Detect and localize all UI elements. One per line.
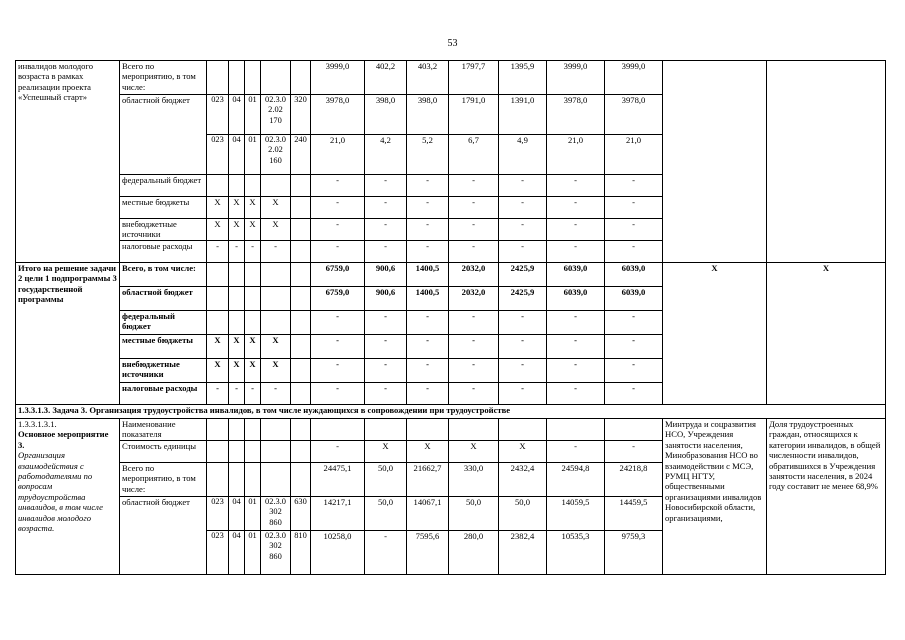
row-label: областной бюджет	[120, 95, 207, 175]
value-cell: -	[547, 441, 605, 463]
value-cell: -	[605, 241, 663, 263]
code-cell-vr: 630	[291, 497, 311, 531]
row-label: Стоимость единицы	[120, 441, 207, 463]
value-cell: -	[407, 175, 449, 197]
empty-cell	[407, 419, 449, 441]
value-cell: -	[311, 311, 365, 335]
code-cell-p: 01	[245, 497, 261, 531]
empty-cell	[229, 287, 245, 311]
value-cell: 6039,0	[547, 263, 605, 287]
value-cell: 6039,0	[605, 263, 663, 287]
empty-cell	[291, 463, 311, 497]
code-cell-p: 01	[245, 135, 261, 175]
empty-cell	[291, 441, 311, 463]
empty-cell	[245, 263, 261, 287]
value-cell: 402,2	[365, 61, 407, 95]
value-cell: -	[407, 219, 449, 241]
row-label: налоговые расходы	[120, 383, 207, 405]
table-row	[16, 405, 886, 419]
code-cell-s: 04	[229, 497, 245, 531]
empty-cell	[605, 419, 663, 441]
value-cell: 3999,0	[311, 61, 365, 95]
value-cell: 14459,5	[605, 497, 663, 531]
x-mark: X	[245, 219, 261, 241]
empty-cell	[261, 175, 291, 197]
empty-cell	[291, 219, 311, 241]
empty-cell	[291, 263, 311, 287]
value-cell: -	[499, 175, 547, 197]
value-cell: -	[449, 359, 499, 383]
value-cell: -	[499, 359, 547, 383]
code-cell-g: 023	[207, 531, 229, 575]
value-cell: 4,9	[499, 135, 547, 175]
x-mark: X	[207, 219, 229, 241]
value-cell: -	[449, 311, 499, 335]
empty-cell	[245, 175, 261, 197]
value-cell: 24218,8	[605, 463, 663, 497]
value-cell: 330,0	[449, 463, 499, 497]
value-cell: -	[407, 335, 449, 359]
value-cell: 1791,0	[449, 95, 499, 135]
code-cell-cs: 02.3.02.02 170	[261, 95, 291, 135]
value-cell: -	[407, 197, 449, 219]
value-cell: 280,0	[449, 531, 499, 575]
value-cell: 403,2	[407, 61, 449, 95]
empty-cell	[245, 61, 261, 95]
value-cell: -	[311, 219, 365, 241]
empty-cell	[245, 419, 261, 441]
value-cell: -	[547, 241, 605, 263]
code-cell-p: 01	[245, 95, 261, 135]
budget-table	[15, 60, 886, 575]
value-cell: -	[407, 383, 449, 405]
value-cell: -	[547, 311, 605, 335]
code-cell-s: 04	[229, 531, 245, 575]
row-label: Всего по мероприятию, в том числе:	[120, 463, 207, 497]
empty-cell	[245, 463, 261, 497]
value-cell: -	[311, 335, 365, 359]
dash-mark: -	[229, 383, 245, 405]
value-cell: 3978,0	[311, 95, 365, 135]
empty-cell	[207, 463, 229, 497]
value-cell: 3999,0	[605, 61, 663, 95]
empty-cell	[229, 441, 245, 463]
dash-mark: -	[207, 383, 229, 405]
empty-cell	[291, 335, 311, 359]
empty-cell	[291, 197, 311, 219]
value-cell: -	[605, 219, 663, 241]
value-cell: 50,0	[365, 463, 407, 497]
value-cell: -	[365, 531, 407, 575]
empty-cell	[245, 311, 261, 335]
value-cell: 6759,0	[311, 263, 365, 287]
value-cell: -	[547, 335, 605, 359]
empty-cell	[229, 463, 245, 497]
value-cell: -	[449, 335, 499, 359]
row-label: налоговые расходы	[120, 241, 207, 263]
value-cell: -	[499, 383, 547, 405]
value-cell: 6039,0	[605, 287, 663, 311]
value-cell: 1400,5	[407, 263, 449, 287]
row-label: Наименование показателя	[120, 419, 207, 441]
value-cell: 21,0	[547, 135, 605, 175]
value-cell: 5,2	[407, 135, 449, 175]
value-cell: -	[365, 359, 407, 383]
x-mark: X	[245, 335, 261, 359]
empty-cell	[245, 441, 261, 463]
value-cell: 14067,1	[407, 497, 449, 531]
dash-mark: -	[261, 241, 291, 263]
empty-cell	[207, 441, 229, 463]
code-cell-g: 023	[207, 95, 229, 135]
empty-cell	[291, 241, 311, 263]
value-cell: 1400,5	[407, 287, 449, 311]
value-cell: 2425,9	[499, 287, 547, 311]
section-title: 1.3.3.1.3. Задача 3. Организация трудоустройства инвалидов, в том числе нуждающихся в сопровождении при трудоустройстве	[16, 405, 886, 419]
value-cell: -	[365, 175, 407, 197]
empty-cell	[207, 419, 229, 441]
x-mark: X	[261, 359, 291, 383]
row-label: федеральный бюджет	[120, 175, 207, 197]
code-cell-g: 023	[207, 497, 229, 531]
empty-cell	[261, 61, 291, 95]
result-cell	[767, 61, 886, 263]
empty-cell	[261, 287, 291, 311]
dash-mark: -	[245, 241, 261, 263]
value-cell: -	[499, 241, 547, 263]
code-cell-s: 04	[229, 135, 245, 175]
table-row	[16, 61, 886, 95]
x-mark: X	[245, 359, 261, 383]
block-name: инвалидов молодого возраста в рамках реализации проекта «Успешный старт»	[16, 61, 120, 263]
x-mark: X	[261, 197, 291, 219]
value-cell: 398,0	[365, 95, 407, 135]
value-cell: 398,0	[407, 95, 449, 135]
row-label: областной бюджет	[120, 497, 207, 575]
code-cell-cs: 02.3.02.02 160	[261, 135, 291, 175]
value-cell: X	[365, 441, 407, 463]
empty-cell	[311, 419, 365, 441]
code-cell-s: 04	[229, 95, 245, 135]
value-cell: -	[547, 175, 605, 197]
empty-cell	[365, 419, 407, 441]
value-cell: X	[449, 441, 499, 463]
value-cell: -	[365, 197, 407, 219]
row-label: областной бюджет	[120, 287, 207, 311]
value-cell: 1391,0	[499, 95, 547, 135]
value-cell: -	[499, 311, 547, 335]
value-cell: -	[449, 383, 499, 405]
value-cell: 50,0	[365, 497, 407, 531]
code-cell-p: 01	[245, 531, 261, 575]
empty-cell	[229, 419, 245, 441]
value-cell: -	[499, 335, 547, 359]
value-cell: 6759,0	[311, 287, 365, 311]
code-cell-cs: 02.3.0302 860	[261, 497, 291, 531]
code-cell-vr: 320	[291, 95, 311, 135]
table-row	[16, 419, 886, 441]
value-cell: 2425,9	[499, 263, 547, 287]
value-cell: -	[311, 197, 365, 219]
empty-cell	[229, 311, 245, 335]
empty-cell	[229, 175, 245, 197]
value-cell: 10258,0	[311, 531, 365, 575]
value-cell: -	[605, 311, 663, 335]
value-cell: -	[449, 197, 499, 219]
empty-cell	[229, 61, 245, 95]
x-mark: X	[207, 197, 229, 219]
executor-cell	[663, 61, 767, 263]
dash-mark: -	[207, 241, 229, 263]
value-cell: 2432,4	[499, 463, 547, 497]
value-cell: -	[449, 241, 499, 263]
empty-cell	[207, 263, 229, 287]
value-cell: -	[407, 241, 449, 263]
value-cell: 6039,0	[547, 287, 605, 311]
value-cell: 50,0	[449, 497, 499, 531]
x-mark: X	[229, 335, 245, 359]
x-mark: X	[261, 335, 291, 359]
value-cell: 1395,9	[499, 61, 547, 95]
value-cell: -	[365, 219, 407, 241]
x-mark: X	[229, 219, 245, 241]
value-cell: -	[365, 241, 407, 263]
value-cell: -	[365, 335, 407, 359]
value-cell: -	[605, 335, 663, 359]
x-mark: X	[245, 197, 261, 219]
empty-cell	[291, 383, 311, 405]
x-mark: X	[261, 219, 291, 241]
value-cell: 900,6	[365, 263, 407, 287]
value-cell: 21,0	[605, 135, 663, 175]
empty-cell	[261, 311, 291, 335]
empty-cell	[261, 441, 291, 463]
value-cell: 6,7	[449, 135, 499, 175]
value-cell: 2032,0	[449, 263, 499, 287]
x-mark: X	[663, 263, 767, 405]
value-cell: -	[449, 219, 499, 241]
dash-mark: -	[245, 383, 261, 405]
value-cell: -	[499, 197, 547, 219]
row-label: внебюджетные источники	[120, 359, 207, 383]
value-cell: 24594,8	[547, 463, 605, 497]
code-cell-vr: 240	[291, 135, 311, 175]
value-cell: -	[547, 197, 605, 219]
measure-text: Организация взаимодействия с работодателями по вопросам трудоустройства инвалидов, в том числе инвалидов молодого возраста.	[18, 450, 103, 534]
empty-cell	[291, 175, 311, 197]
value-cell: -	[365, 311, 407, 335]
empty-cell	[207, 61, 229, 95]
empty-cell	[499, 419, 547, 441]
value-cell: 3999,0	[547, 61, 605, 95]
value-cell: -	[311, 441, 365, 463]
empty-cell	[245, 287, 261, 311]
row-label: местные бюджеты	[120, 197, 207, 219]
dash-mark: -	[261, 383, 291, 405]
value-cell: 2032,0	[449, 287, 499, 311]
measure-title: Основное мероприятие 3.	[18, 429, 109, 450]
result-cell: Доля трудоустроенных граждан, относящихся к категории инвалидов, в общей численности инвалидов, обратившихся в Учреждения занятости населения, в 2024 году составит не менее 68,9%	[767, 419, 886, 575]
value-cell: 7595,6	[407, 531, 449, 575]
dash-mark: -	[229, 241, 245, 263]
row-label: местные бюджеты	[120, 335, 207, 359]
x-mark: X	[229, 197, 245, 219]
empty-cell	[261, 263, 291, 287]
value-cell: 3978,0	[547, 95, 605, 135]
empty-cell	[547, 419, 605, 441]
value-cell: -	[605, 197, 663, 219]
value-cell: 50,0	[499, 497, 547, 531]
row-label: Всего по мероприятию, в том числе:	[120, 61, 207, 95]
empty-cell	[207, 287, 229, 311]
total-block-name: Итого на решение задачи 2 цели 1 подпрограммы 3 государственной программы	[16, 263, 120, 405]
value-cell: X	[499, 441, 547, 463]
measure-description	[16, 419, 120, 575]
value-cell: -	[311, 383, 365, 405]
value-cell: 24475,1	[311, 463, 365, 497]
value-cell: -	[365, 383, 407, 405]
value-cell: -	[499, 219, 547, 241]
value-cell: 1797,7	[449, 61, 499, 95]
value-cell: 21662,7	[407, 463, 449, 497]
value-cell: 3978,0	[605, 95, 663, 135]
value-cell: -	[605, 175, 663, 197]
value-cell: -	[449, 175, 499, 197]
empty-cell	[449, 419, 499, 441]
value-cell: 9759,3	[605, 531, 663, 575]
value-cell: 4,2	[365, 135, 407, 175]
value-cell: 21,0	[311, 135, 365, 175]
empty-cell	[207, 175, 229, 197]
value-cell: -	[605, 359, 663, 383]
value-cell: 14059,5	[547, 497, 605, 531]
empty-cell	[291, 419, 311, 441]
x-mark: X	[229, 359, 245, 383]
value-cell: -	[605, 383, 663, 405]
value-cell: -	[311, 175, 365, 197]
value-cell: -	[605, 441, 663, 463]
empty-cell	[261, 463, 291, 497]
value-cell: -	[547, 219, 605, 241]
value-cell: -	[547, 383, 605, 405]
x-mark: X	[767, 263, 886, 405]
code-cell-g: 023	[207, 135, 229, 175]
value-cell: -	[407, 359, 449, 383]
value-cell: -	[547, 359, 605, 383]
measure-code: 1.3.3.1.3.1.	[18, 419, 57, 429]
value-cell: X	[407, 441, 449, 463]
x-mark: X	[207, 359, 229, 383]
empty-cell	[207, 311, 229, 335]
row-label: Всего, в том числе:	[120, 263, 207, 287]
code-cell-cs: 02.3.0302 860	[261, 531, 291, 575]
x-mark: X	[207, 335, 229, 359]
row-label: федеральный бюджет	[120, 311, 207, 335]
value-cell: 2382,4	[499, 531, 547, 575]
value-cell: -	[311, 241, 365, 263]
table-row	[16, 263, 886, 287]
code-cell-vr: 810	[291, 531, 311, 575]
empty-cell	[291, 61, 311, 95]
value-cell: 10535,3	[547, 531, 605, 575]
empty-cell	[261, 419, 291, 441]
empty-cell	[291, 359, 311, 383]
empty-cell	[291, 311, 311, 335]
empty-cell	[291, 287, 311, 311]
value-cell: -	[407, 311, 449, 335]
executor-cell: Минтруда и соцразвития НСО, Учреждения занятости населения, Минобразования НСО во взаимодействии с МСЭ, РУМЦ НГТУ, общественными организациями инвалидов Новосибирской области, организациями,	[663, 419, 767, 575]
value-cell: 900,6	[365, 287, 407, 311]
page-number: 53	[447, 38, 458, 49]
row-label: внебюджетные источники	[120, 219, 207, 241]
value-cell: -	[311, 359, 365, 383]
empty-cell	[229, 263, 245, 287]
value-cell: 14217,1	[311, 497, 365, 531]
